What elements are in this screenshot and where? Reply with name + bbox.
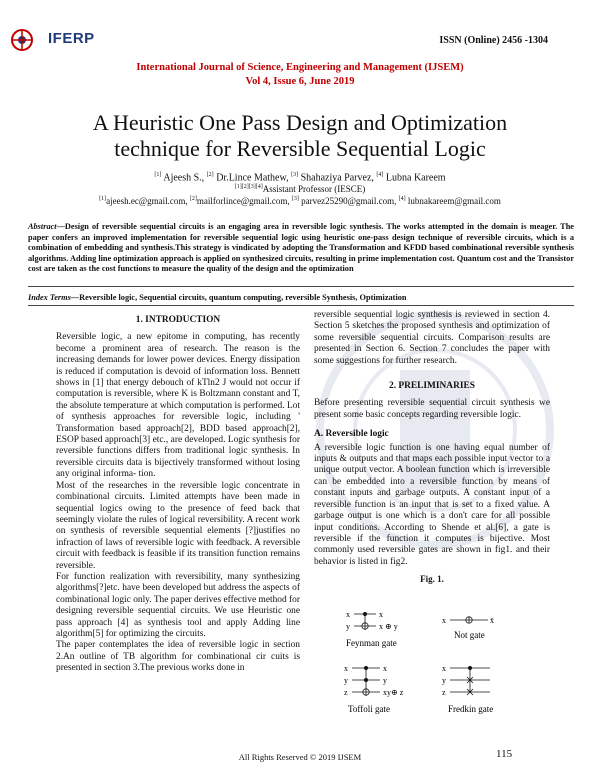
- divider: [28, 286, 574, 287]
- section-heading-introduction: 1. INTRODUCTION: [135, 315, 221, 325]
- paragraph: The paper contemplates the idea of reversible logic in section 2.An outline of TB algorithm for combinational cir cuits is presented in section 3.The previous works done in: [56, 640, 300, 674]
- fredkin-gate-diagram: [450, 666, 490, 695]
- issn: ISSN (Online) 2456 -1304: [439, 35, 548, 46]
- abstract: [28, 222, 574, 275]
- email-link[interactable]: lubnakareem@gmail.com: [405, 196, 501, 206]
- email-link[interactable]: ajeesh.ec@gmail.com,: [106, 196, 190, 206]
- index-terms-text: —Reversible logic, Sequential circuits, quantum computing, reversible Synthesis, Optimization: [70, 293, 407, 302]
- tof-z-in: z: [344, 688, 348, 697]
- abstract-text: —Design of reversible sequential circuits is an engaging area in reversible logic synthesis. The works attempted in the domain is meager. The paper confers an improved implementation for reversible sequential logic using heuristic one-pass design technique of reversible circuits, which is a combination of embedding and synthesis.This strategy is vindicated by adopting the Transformation and KFDD based combinational reversible synthesis algorithms. Adding line optimization approach is applied on synthesized circuits, resulting in prime implementation cost. Quantum cost and the Transistor cost are taken as the cost functions to measure the quality of the design and the optimization: [28, 222, 574, 274]
- footer-rights: All Rights Reserved © 2019 IJSEM: [238, 752, 362, 762]
- paragraph: reversible sequential logic synthesis is reviewed in section 4. Section 5 sketches the proposed synthesis and optimization of some reversible sequential circuits. Comparison results are presented in Section 6. Section 7 concludes the paper with some suggestions for further research.: [314, 310, 550, 366]
- label-feynman-gate: Feynman gate: [346, 638, 397, 648]
- left-column: [56, 315, 300, 675]
- fred-z-in: z: [442, 688, 446, 697]
- subsection-heading: A. Reversible logic: [314, 429, 389, 440]
- email-sup: [2]: [189, 196, 197, 202]
- fred-x-in: x: [442, 664, 446, 673]
- paragraph: Reversible logic, a new epitome in computing, has recently become a prominent area of research. The reason is the increasing demands for lower power devices. Energy dissipation is reduced if computation is devoid of information loss. Bennett shows in [1] that energy debouch of kTln2 J would not occur if computation is reversible, where K is Boltzmann constant and T, the absolute temperature at which computation is performed. Lot of synthesis approaches for reversible logic, including ' Transformation based approach[2], BDD based approach[2], ESOP based approach[3] etc., are developed. Logic synthesis for reversible functions differs from traditional logic synthesis. In reversible circuits data is bijectively transformed without losing any original informa- tion.: [56, 332, 300, 480]
- author-sup: [2]: [206, 172, 214, 178]
- author-list: [0, 172, 600, 183]
- author-name: Ajeesh S.,: [161, 172, 207, 184]
- affiliation-text: Assistant Professor (IESCE): [262, 184, 366, 194]
- tof-x-out: x: [383, 664, 387, 673]
- author-emails: [0, 196, 600, 206]
- author-sup: [3]: [291, 172, 299, 178]
- toffoli-gate-diagram: [352, 666, 380, 696]
- tof-x-in: x: [344, 664, 348, 673]
- tof-z-out: xy⊕ z: [383, 688, 404, 697]
- not-x-out: x̄: [490, 616, 494, 625]
- email-link[interactable]: mailforlince@gmail.com,: [196, 196, 292, 206]
- logo-text: IFERP: [48, 30, 95, 47]
- author-name: Lubna Kareem: [383, 172, 446, 184]
- affiliation-sup: [1][2][3][4]: [234, 184, 263, 190]
- index-terms-label: Index Terms: [28, 293, 71, 302]
- figure-caption: Fig. 1.: [420, 574, 444, 585]
- author-name: Shahaziya Parvez,: [298, 172, 377, 184]
- email-sup: [3]: [291, 196, 299, 202]
- right-column: [314, 310, 550, 590]
- affiliation: [0, 184, 600, 194]
- page-number: 115: [496, 748, 513, 760]
- journal-volume: Vol 4, Issue 6, June 2019: [245, 76, 355, 87]
- index-terms: [28, 293, 574, 302]
- author-sup: [1]: [154, 172, 162, 178]
- not-x-in: x: [442, 616, 446, 625]
- journal-name: International Journal of Science, Engineering and Management (IJSEM): [136, 62, 464, 73]
- figure-reversible-gates: [340, 608, 520, 738]
- email-link[interactable]: parvez25290@gmail.com,: [298, 196, 399, 206]
- author-sup: [4]: [376, 172, 384, 178]
- paper-title: A Heuristic One Pass Design and Optimization technique for Reversible Sequential Logic: [92, 110, 508, 161]
- paragraph: A reversible logic function is one having equal number of inputs & outputs and that maps each possible input vector to a unique output vector. A boolean function which is irreversible can be embedded into a reversible function by means of constant inputs and garbage outputs. A constant input of a reversible function is an input that is set to a fixed value. A garbage output is one which is a don't care for all possible input conditions. According to Shende et al.[6], a gate is reversible if the function it computes is bijective. Most commonly used reversible gates are shown in fig1. and their behavior is listed in fig2.: [314, 442, 550, 567]
- email-sup: [1]: [99, 196, 107, 202]
- feynman-gate-diagram: [354, 612, 376, 630]
- fey-y-in: y: [346, 622, 350, 631]
- email-sup: [4]: [398, 196, 406, 202]
- tof-y-in: y: [344, 676, 348, 685]
- author-name: Dr.Lince Mathew,: [213, 172, 292, 184]
- section-heading-preliminaries: 2. PRELIMINARIES: [389, 381, 475, 392]
- paragraph: Before presenting reversible sequential circuit synthesis we present some basic concepts regarding reversible logic.: [314, 398, 550, 420]
- fred-y-in: y: [442, 676, 446, 685]
- label-not-gate: Not gate: [454, 630, 485, 640]
- fey-xor-out: x ⊕ y: [379, 622, 398, 631]
- fey-x-in: x: [346, 610, 350, 619]
- abstract-label: Abstract: [28, 222, 57, 231]
- not-gate-diagram: [450, 617, 488, 623]
- tof-y-out: y: [383, 676, 387, 685]
- label-toffoli-gate: Toffoli gate: [348, 704, 390, 714]
- label-fredkin-gate: Fredkin gate: [448, 704, 494, 714]
- divider: [28, 305, 574, 306]
- paragraph: Most of the researches in the reversible logic concentrate in combinational circuits. Limited attempts have been made in sequential logics owing to the presence of feed back that seemingly violate the rules of logical reversibility. A recent work on synthesis of reversible sequential elements [?]justifies no infraction of laws of reversible logic with feedback. A reversible circuit with feedback is feasible if its transition function remains reversible.: [56, 480, 300, 571]
- paragraph: For function realization with reversibility, many synthesizing algorithms[?]etc. have been developed but address the aspects of combinational logic only. The paper derives effective method for designing reversible sequential circuits. We use Heuristic one pass approach [4] as synthesis tool and apply Adding line algorithm[5] for optimizing the circuits.: [56, 571, 300, 639]
- fey-x-out: x: [379, 610, 383, 619]
